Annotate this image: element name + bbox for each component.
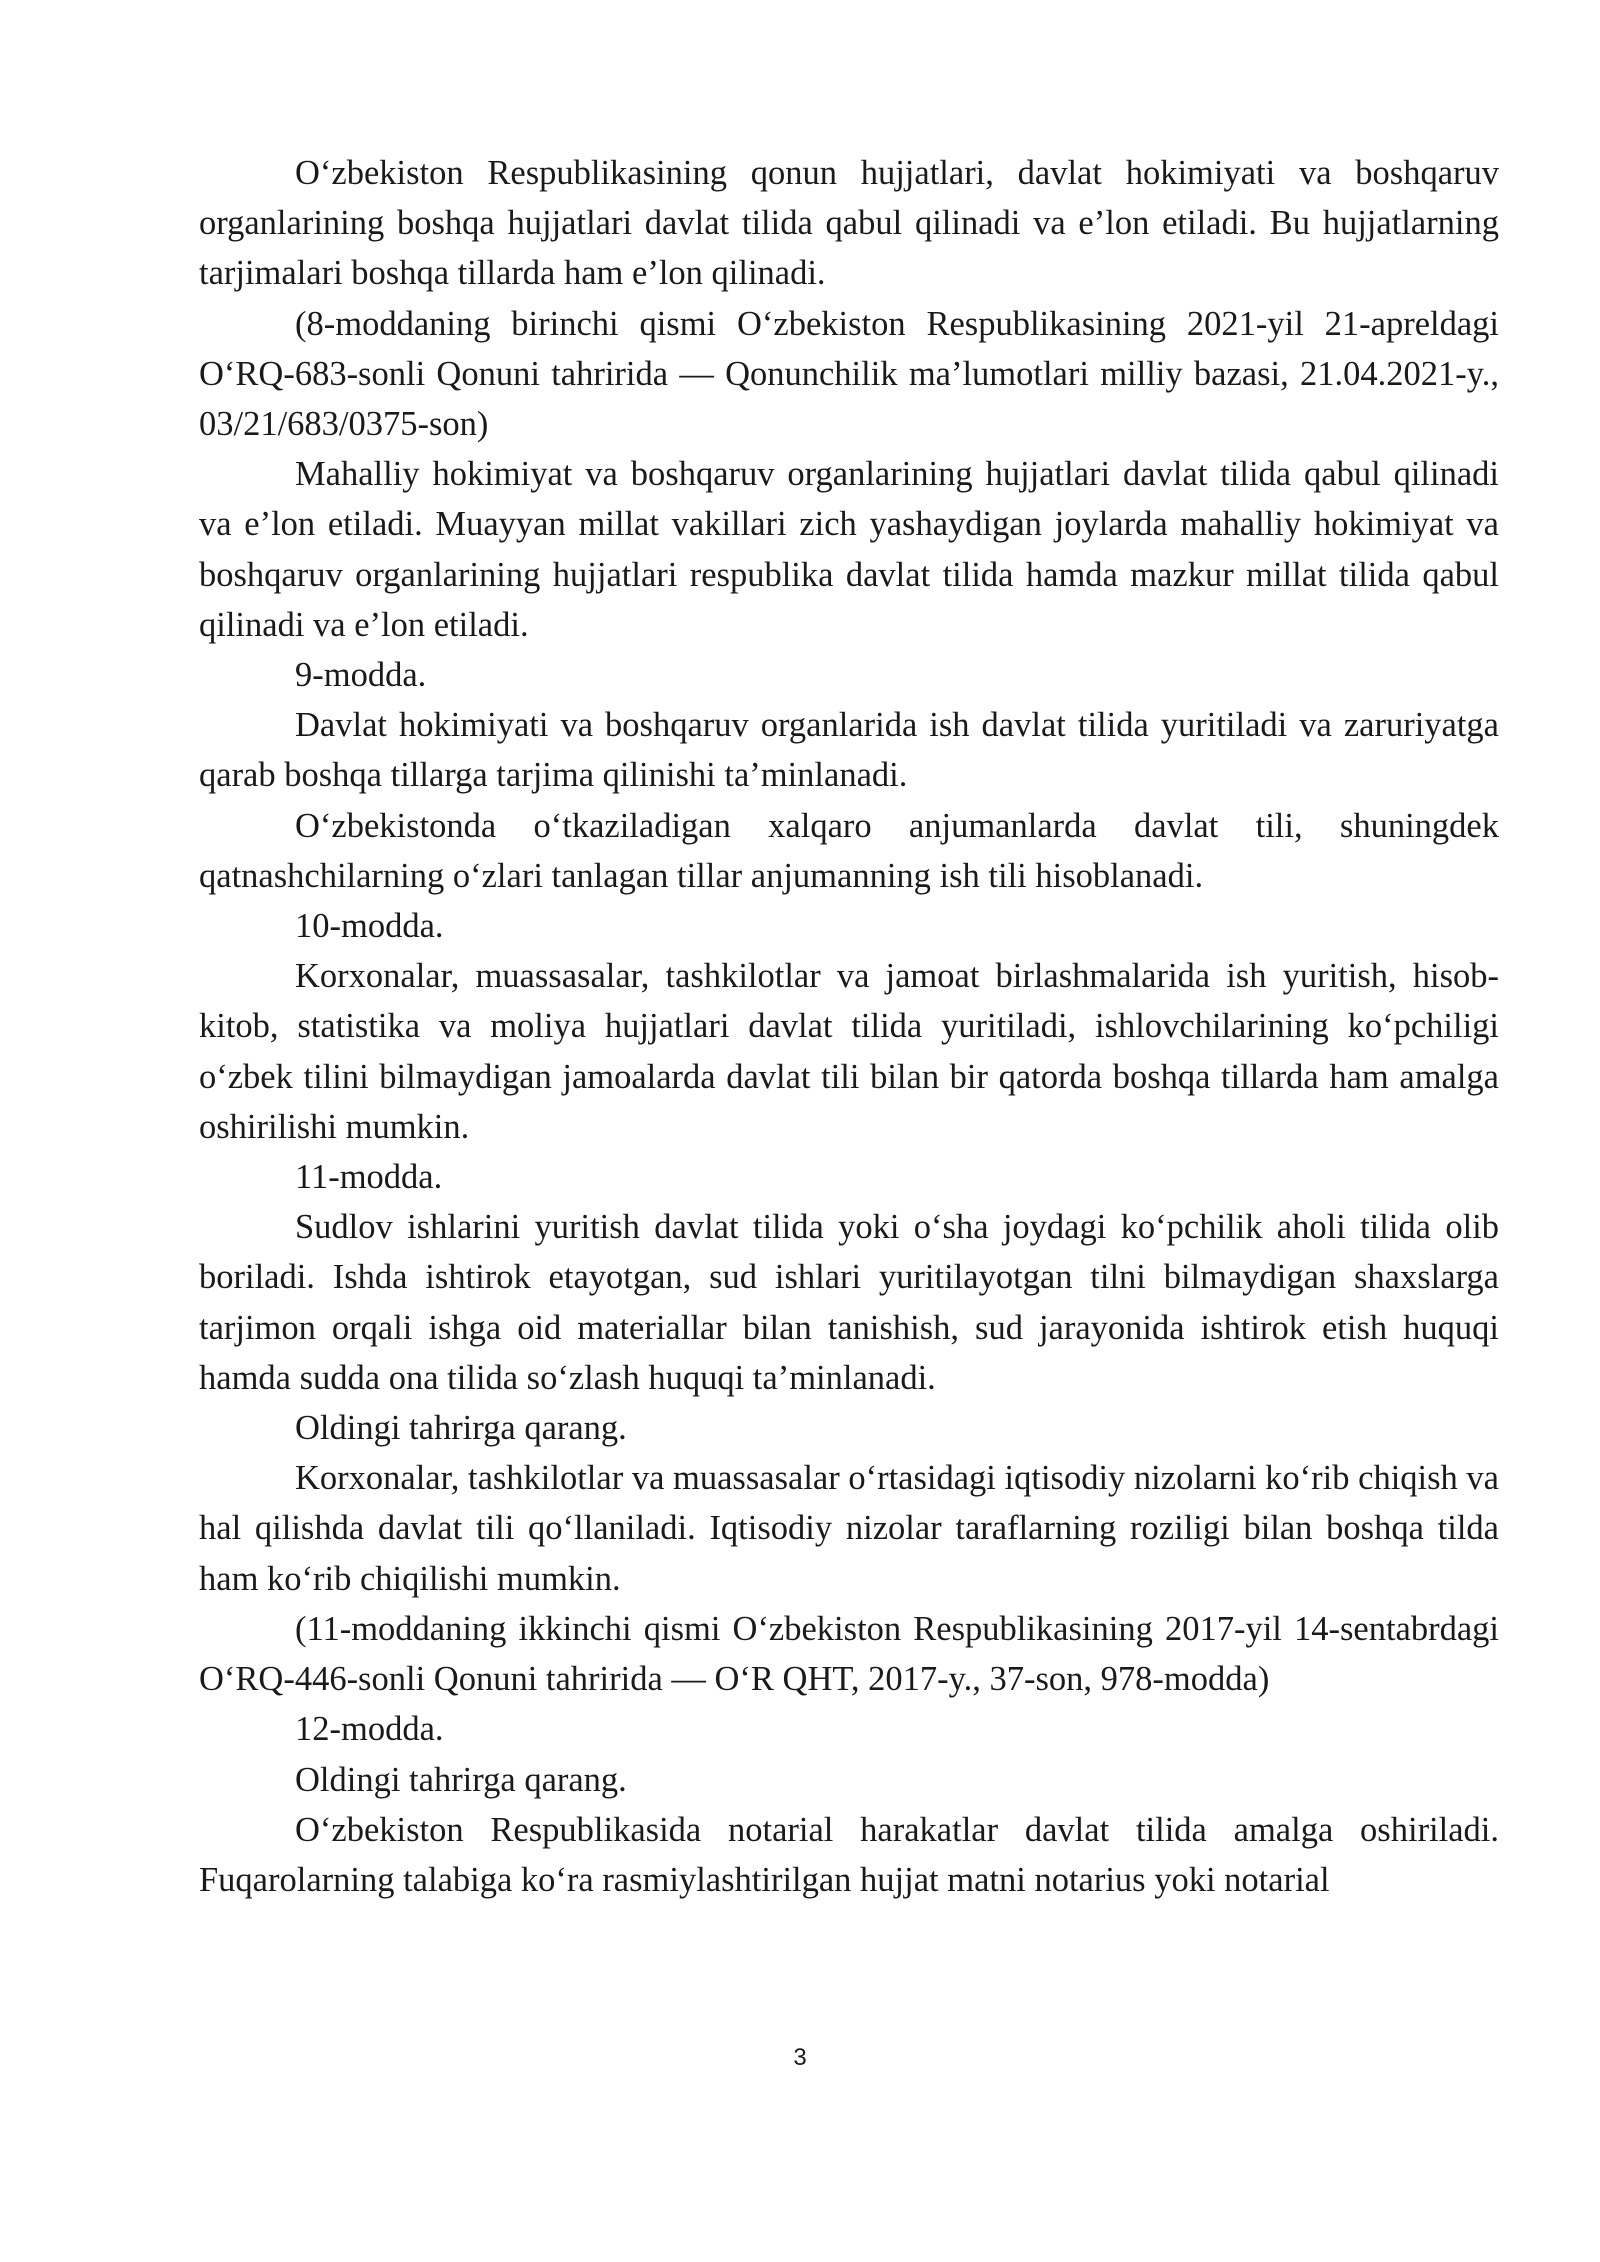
paragraph-8-part-1: O‘zbekiston Respublikasining qonun hujjatlari, davlat hokimiyati va boshqaruv organlarining boshqa hujjatlari davlat tilida qabul qilinadi va e’lon etiladi. Bu hujjatlarning tarjimalari boshqa tillarda ham e’lon qilinadi. — [199, 154, 1499, 293]
paragraph-12-part-1: O‘zbekiston Respublikasida notarial harakatlar davlat tilida amalga oshiriladi. Fuqarolarning talabiga ko‘ra rasmiylashtirilgan hujjat matni notarius yoki notarial — [199, 1810, 1499, 1899]
document-body — [199, 148, 1499, 1905]
editorial-note-8-1: (8-moddaning birinchi qismi O‘zbekiston Respublikasining 2021-yil 21-apreldagi O‘RQ-683-sonli Qonuni tahririda — Qonunchilik ma’lumotlari milliy bazasi, 21.04.2021-y., 03/21/683/0375-son) — [199, 304, 1499, 444]
paragraph-11-part-2: Korxonalar, tashkilotlar va muassasalar o‘rtasidagi iqtisodiy nizolarni ko‘rib chiqish va hal qilishda davlat tili qo‘llaniladi. Iqtisodiy nizolar taraflarning roziligi bilan boshqa tilda ham ko‘rib chiqilishi mumkin. — [199, 1459, 1499, 1598]
paragraph-8-part-2: Mahalliy hokimiyat va boshqaruv organlarining hujjatlari davlat tilida qabul qilinadi va e’lon etiladi. Muayyan millat vakillari zich yashaydigan joylarda mahalliy hokimiyat va boshqaruv organlarining hujjatlari respublika davlat tilida hamda mazkur millat tilida qabul qilinadi va e’lon etiladi. — [199, 455, 1499, 644]
article-9-heading: 9-modda. — [295, 656, 427, 695]
editorial-note-11-2: (11-moddaning ikkinchi qismi O‘zbekiston Respublikasining 2017-yil 14-sentabrdagi O‘RQ-446-sonli Qonuni tahririda — O‘R QHT, 2017-y., 37-son, 978-modda) — [199, 1609, 1499, 1699]
paragraph-10: Korxonalar, muassasalar, tashkilotlar va jamoat birlashmalarida ish yuritish, hisob-kitob, statistika va moliya hujjatlari davlat tilida yuritiladi, ishlovchilarining ko‘pchiligi o‘zbek tilini bilmaydigan jamoalarda davlat tili bilan bir qatorda boshqa tillarda ham amalga oshirilishi mumkin. — [199, 957, 1499, 1146]
previous-edition-link-12[interactable]: Oldingi tahrirga qarang. — [295, 1760, 627, 1799]
article-11-heading: 11-modda. — [295, 1158, 443, 1197]
article-10-heading: 10-modda. — [295, 907, 444, 946]
paragraph-9-part-2: O‘zbekistonda o‘tkaziladigan xalqaro anjumanlarda davlat tili, shuningdek qatnashchilarning o‘zlari tanlagan tillar anjumanning ish tili hisoblanadi. — [199, 806, 1499, 895]
previous-edition-link-11[interactable]: Oldingi tahrirga qarang. — [295, 1409, 627, 1448]
page-number: 3 — [793, 2044, 807, 2071]
paragraph-9-part-1: Davlat hokimiyati va boshqaruv organlarida ish davlat tilida yuritiladi va zaruriyatga qarab boshqa tillarga tarjima qilinishi ta’minlanadi. — [199, 706, 1499, 795]
article-12-heading: 12-modda. — [295, 1710, 444, 1749]
paragraph-11-part-1: Sudlov ishlarini yuritish davlat tilida yoki o‘sha joydagi ko‘pchilik aholi tilida olib boriladi. Ishda ishtirok etayotgan, sud ishlari yuritilayotgan tilni bilmaydigan shaxslarga tarjimon orqali ishga oid materiallar bilan tanishish, sud jarayonida ishtirok etish huquqi hamda sudda ona tilida so‘zlash huquqi ta’minlanadi. — [199, 1208, 1499, 1397]
